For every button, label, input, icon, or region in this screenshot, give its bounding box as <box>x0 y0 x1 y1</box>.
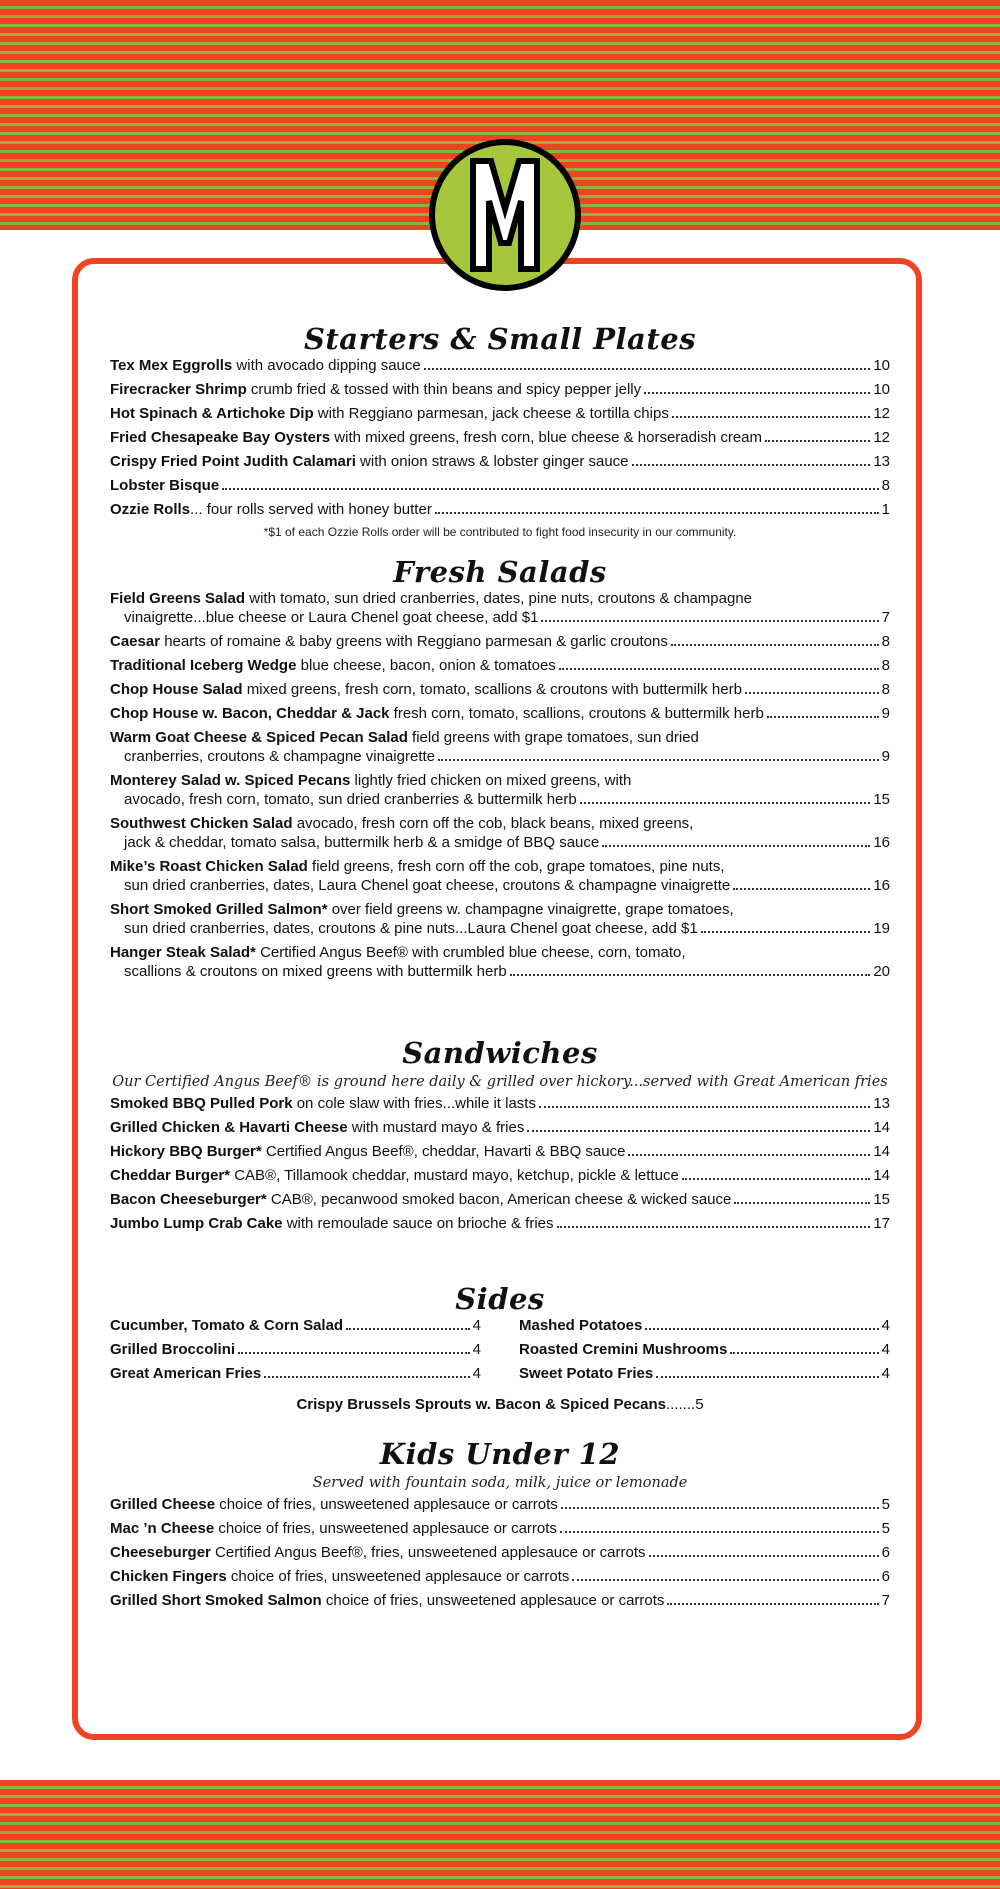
menu-content <box>110 322 890 1615</box>
sandwich-item <box>110 1214 890 1233</box>
starter-item-line <box>110 452 890 471</box>
sandwich-item-text <box>110 1166 679 1185</box>
sandwiches-heading: Sandwiches <box>402 1036 598 1070</box>
side-item-name: Mashed Potatoes <box>519 1317 643 1334</box>
starter-item-desc: with mixed greens, fresh corn, blue cheese & horseradish cream <box>330 429 762 446</box>
kids-item-desc: Certified Angus Beef®, fries, unsweetened applesauce or carrots <box>210 1544 646 1561</box>
salads-list <box>110 589 890 981</box>
dot-leader <box>346 1328 470 1330</box>
bottom-stripe-banner <box>0 1780 1000 1889</box>
side-item-price: 4 <box>881 1365 890 1382</box>
kids-item-price: 5 <box>881 1520 890 1537</box>
sandwiches-list <box>110 1094 890 1233</box>
salad-item-price: 9 <box>881 705 890 722</box>
salad-item-line <box>110 814 890 833</box>
starter-item-name: Fried Chesapeake Bay Oysters <box>110 429 331 446</box>
salad-item-line <box>110 943 890 962</box>
starter-item-name: Hot Spinach & Artichoke Dip <box>110 405 314 422</box>
sandwich-item-line <box>110 1142 890 1161</box>
side-item <box>519 1316 890 1335</box>
side-item-name: Great American Fries <box>110 1365 262 1382</box>
salad-item-desc: hearts of romaine & baby greens with Reggiano parmesan & garlic croutons <box>160 633 668 650</box>
starter-item-name: Tex Mex Eggrolls <box>110 357 233 374</box>
side-item-line <box>519 1364 890 1383</box>
side-item-name: Cucumber, Tomato & Corn Salad <box>110 1317 344 1334</box>
sandwiches-section <box>110 1036 890 1233</box>
sandwich-item <box>110 1166 890 1185</box>
side-item-line <box>519 1316 890 1335</box>
kids-item-name: Cheeseburger <box>110 1544 211 1561</box>
kids-item-line <box>110 1495 890 1514</box>
starter-item <box>110 404 890 423</box>
salad-item-name: Traditional Iceberg Wedge <box>110 657 297 674</box>
starter-item-name: Lobster Bisque <box>110 477 220 494</box>
salad-item <box>110 704 890 723</box>
salad-item-name: Short Smoked Grilled Salmon* <box>110 901 328 918</box>
kids-item-name: Grilled Cheese <box>110 1496 216 1513</box>
kids-item-text <box>110 1495 558 1514</box>
starter-item-desc: with Reggiano parmesan, jack cheese & tortilla chips <box>313 405 669 422</box>
salad-item <box>110 656 890 675</box>
salad-item-line <box>110 857 890 876</box>
sandwich-item-desc: CAB®, pecanwood smoked bacon, American cheese & wicked sauce <box>266 1191 732 1208</box>
kids-item-name: Grilled Short Smoked Salmon <box>110 1592 322 1609</box>
kids-item-line <box>110 1519 890 1538</box>
starter-item-price: 13 <box>873 453 890 470</box>
starter-item <box>110 380 890 399</box>
logo-m-icon <box>469 157 541 273</box>
kids-item-price: 7 <box>881 1592 890 1609</box>
salad-item-line <box>110 589 890 608</box>
dot-leader <box>649 1555 879 1557</box>
sandwich-item <box>110 1094 890 1113</box>
dot-leader <box>222 488 878 490</box>
starter-item-price: 10 <box>873 357 890 374</box>
logo-badge <box>429 139 581 291</box>
side-item-price: 4 <box>472 1341 481 1358</box>
starters-section <box>110 322 890 539</box>
dot-leader <box>510 974 871 976</box>
dot-leader <box>238 1352 470 1354</box>
salad-item-line <box>110 833 890 852</box>
salad-item-desc: lightly fried chicken on mixed greens, with <box>350 772 632 789</box>
kids-item-desc: choice of fries, unsweetened applesauce or carrots <box>226 1568 570 1585</box>
salad-item-price: 20 <box>873 963 890 980</box>
kids-item <box>110 1567 890 1586</box>
salad-item-line <box>110 680 890 699</box>
sandwich-item <box>110 1142 890 1161</box>
salad-item-name: Field Greens Salad <box>110 590 246 607</box>
salad-item-desc: fresh corn, tomato, scallions, croutons & buttermilk herb <box>389 705 764 722</box>
side-item-name: Grilled Broccolini <box>110 1341 236 1358</box>
kids-item-price: 6 <box>881 1568 890 1585</box>
kids-item-text <box>110 1543 646 1562</box>
starter-item-text <box>110 380 641 399</box>
salad-item-desc: field greens with grape tomatoes, sun dried <box>407 729 699 746</box>
kids-item <box>110 1543 890 1562</box>
salad-item-text <box>110 632 668 651</box>
side-item-price: 4 <box>472 1365 481 1382</box>
kids-section <box>110 1437 890 1610</box>
sides-section <box>110 1282 890 1413</box>
starter-item-name: Ozzie Rolls <box>110 501 191 518</box>
salad-item-desc: mixed greens, fresh corn, tomato, scallions & croutons with buttermilk herb <box>242 681 742 698</box>
starter-item-text <box>110 452 629 471</box>
starter-item-text <box>110 356 421 375</box>
sandwich-item-desc: with mustard mayo & fries <box>347 1119 525 1136</box>
kids-item <box>110 1519 890 1538</box>
kids-item-line <box>110 1591 890 1610</box>
kids-item-name: Chicken Fingers <box>110 1568 227 1585</box>
sandwich-item-name: Grilled Chicken & Havarti Cheese <box>110 1119 348 1136</box>
salad-item-price: 19 <box>873 920 890 937</box>
side-item-line <box>519 1340 890 1359</box>
dot-leader <box>644 392 870 394</box>
side-item-line <box>110 1364 481 1383</box>
sandwich-item-price: 13 <box>873 1095 890 1112</box>
dot-leader <box>527 1130 870 1132</box>
starter-item-text <box>110 428 762 447</box>
salad-item <box>110 728 890 766</box>
salad-item-price: 8 <box>881 657 890 674</box>
sides-heading: Sides <box>455 1282 545 1316</box>
sandwich-item-text <box>110 1214 554 1233</box>
salad-item-desc-continued: jack & cheddar, tomato salsa, buttermilk herb & a smidge of BBQ sauce <box>124 834 600 851</box>
dot-leader <box>745 692 879 694</box>
sandwich-item-desc: with remoulade sauce on brioche & fries <box>282 1215 554 1232</box>
sandwich-item-name: Hickory BBQ Burger* <box>110 1143 262 1160</box>
salad-item-price: 7 <box>881 609 890 626</box>
salad-item <box>110 589 890 627</box>
starter-item-line <box>110 404 890 423</box>
kids-item-price: 5 <box>881 1496 890 1513</box>
kids-item-desc: choice of fries, unsweetened applesauce or carrots <box>215 1496 558 1513</box>
dot-leader <box>734 1202 870 1204</box>
salad-item-line <box>110 632 890 651</box>
salad-item <box>110 900 890 938</box>
sandwich-item-text <box>110 1190 731 1209</box>
sandwich-item-price: 15 <box>873 1191 890 1208</box>
dot-leader <box>701 931 871 933</box>
side-special-price: 5 <box>695 1396 704 1413</box>
dot-leader <box>557 1226 871 1228</box>
salads-section <box>110 555 890 981</box>
kids-item-text <box>110 1567 569 1586</box>
salad-item-line <box>110 608 890 627</box>
sandwich-item <box>110 1190 890 1209</box>
salad-item <box>110 814 890 852</box>
salad-item-desc: avocado, fresh corn off the cob, black beans, mixed greens, <box>292 815 694 832</box>
dot-leader <box>539 1106 870 1108</box>
side-item-name: Roasted Cremini Mushrooms <box>519 1341 728 1358</box>
side-item <box>110 1316 481 1335</box>
starter-item-desc: with onion straws & lobster ginger sauce <box>355 453 629 470</box>
kids-heading: Kids Under 12 <box>379 1437 621 1471</box>
kids-item-line <box>110 1567 890 1586</box>
salad-item-text <box>110 704 764 723</box>
sandwich-item-line <box>110 1190 890 1209</box>
salad-item-price: 9 <box>881 748 890 765</box>
salad-item-desc-continued: cranberries, croutons & champagne vinaigrette <box>124 748 436 765</box>
salad-item-desc: field greens, fresh corn off the cob, grape tomatoes, pine nuts, <box>307 858 725 875</box>
dot-leader <box>541 620 878 622</box>
dot-leader <box>733 888 870 890</box>
side-item <box>519 1364 890 1383</box>
starter-item-name: Firecracker Shrimp <box>110 381 247 398</box>
salad-item-name: Chop House Salad <box>110 681 243 698</box>
starter-item-text <box>110 404 669 423</box>
kids-item-name: Mac ’n Cheese <box>110 1520 215 1537</box>
salad-item-line <box>110 771 890 790</box>
starters-list <box>110 356 890 519</box>
salad-item-desc: with tomato, sun dried cranberries, dates, pine nuts, croutons & champagne <box>245 590 753 607</box>
dot-leader <box>424 368 871 370</box>
sandwich-item-price: 14 <box>873 1167 890 1184</box>
salad-item-price: 8 <box>881 633 890 650</box>
sandwich-item-name: Cheddar Burger* <box>110 1167 231 1184</box>
starters-note: *$1 of each Ozzie Rolls order will be contributed to fight food insecurity in our community. <box>263 525 737 539</box>
salad-item-price: 16 <box>873 877 890 894</box>
kids-item <box>110 1495 890 1514</box>
sandwich-item-text <box>110 1142 625 1161</box>
salad-item-name: Hanger Steak Salad* <box>110 944 256 961</box>
starter-item <box>110 500 890 519</box>
salad-item <box>110 632 890 651</box>
kids-item-text <box>110 1591 664 1610</box>
salad-item-line <box>110 656 890 675</box>
starter-item-line <box>110 476 890 495</box>
salad-item-line <box>110 704 890 723</box>
salad-item-name: Chop House w. Bacon, Cheddar & Jack <box>110 705 390 722</box>
side-item-price: 4 <box>472 1317 481 1334</box>
salad-item-price: 8 <box>881 681 890 698</box>
salad-item-desc-continued: scallions & croutons on mixed greens with buttermilk herb <box>124 963 507 980</box>
salad-item-name: Mike’s Roast Chicken Salad <box>110 858 308 875</box>
kids-list <box>110 1495 890 1610</box>
side-special <box>110 1396 890 1413</box>
dot-leader <box>632 464 871 466</box>
sandwich-item-price: 17 <box>873 1215 890 1232</box>
sandwich-item-price: 14 <box>873 1143 890 1160</box>
sandwich-item-desc: on cole slaw with fries...while it lasts <box>292 1095 536 1112</box>
sandwich-item-line <box>110 1094 890 1113</box>
dot-leader <box>765 440 870 442</box>
starter-item <box>110 428 890 447</box>
starter-item-price: 8 <box>881 477 890 494</box>
dot-leader <box>671 644 879 646</box>
salad-item-desc-continued: sun dried cranberries, dates, croutons & pine nuts...Laura Chenel goat cheese, add $1 <box>124 920 698 937</box>
salad-item-price: 15 <box>873 791 890 808</box>
salad-item-line <box>110 962 890 981</box>
side-item-price: 4 <box>881 1341 890 1358</box>
salad-item <box>110 857 890 895</box>
salad-item-desc: over field greens w. champagne vinaigrette, grape tomatoes, <box>327 901 734 918</box>
dot-leader <box>767 716 879 718</box>
sandwich-item-name: Bacon Cheeseburger* <box>110 1191 267 1208</box>
dot-leader <box>264 1376 469 1378</box>
dot-leader <box>645 1328 878 1330</box>
salad-item-desc: Certified Angus Beef® with crumbled blue cheese, corn, tomato, <box>255 944 686 961</box>
starter-item-text <box>110 500 432 519</box>
dot-leader <box>667 1603 878 1605</box>
starter-item <box>110 356 890 375</box>
sandwich-item-desc: Certified Angus Beef®, cheddar, Havarti & BBQ sauce <box>261 1143 626 1160</box>
salad-item <box>110 680 890 699</box>
salad-item-line <box>110 876 890 895</box>
starter-item-desc: crumb fried & tossed with thin beans and spicy pepper jelly <box>246 381 642 398</box>
side-item <box>110 1364 481 1383</box>
dot-leader <box>628 1154 870 1156</box>
dot-leader <box>656 1376 878 1378</box>
salad-item-line <box>110 790 890 809</box>
kids-item-price: 6 <box>881 1544 890 1561</box>
kids-item-line <box>110 1543 890 1562</box>
starter-item-price: 12 <box>873 429 890 446</box>
dot-leader <box>602 845 870 847</box>
sandwich-item-line <box>110 1214 890 1233</box>
kids-item-desc: choice of fries, unsweetened applesauce or carrots <box>321 1592 665 1609</box>
side-item-line <box>110 1340 481 1359</box>
sandwich-item-text <box>110 1094 536 1113</box>
sandwiches-tagline: Our Certified Angus Beef® is ground here daily & grilled over hickory...served with Great American fries <box>112 1074 888 1090</box>
sandwich-item-name: Jumbo Lump Crab Cake <box>110 1215 283 1232</box>
salad-item-desc: blue cheese, bacon, onion & tomatoes <box>296 657 556 674</box>
dot-leader <box>682 1178 871 1180</box>
side-item-price: 4 <box>881 1317 890 1334</box>
salad-item-name: Southwest Chicken Salad <box>110 815 293 832</box>
salad-item <box>110 943 890 981</box>
starter-item-line <box>110 380 890 399</box>
salad-item-text <box>110 656 556 675</box>
dot-leader <box>730 1352 878 1354</box>
logo-circle <box>435 145 575 285</box>
starter-item-desc: ... four rolls served with honey butter <box>190 501 432 518</box>
starter-item-text <box>110 476 219 495</box>
kids-item-text <box>110 1519 557 1538</box>
side-special-dots: ....... <box>666 1396 696 1413</box>
starter-item-name: Crispy Fried Point Judith Calamari <box>110 453 356 470</box>
sandwich-item-price: 14 <box>873 1119 890 1136</box>
starter-item <box>110 476 890 495</box>
starters-heading: Starters & Small Plates <box>303 322 697 356</box>
kids-tagline: Served with fountain soda, milk, juice or lemonade <box>312 1475 688 1491</box>
salad-item-name: Caesar <box>110 633 161 650</box>
starter-item-price: 10 <box>873 381 890 398</box>
salad-item-line <box>110 919 890 938</box>
salad-item-line <box>110 900 890 919</box>
starter-item-desc: with avocado dipping sauce <box>232 357 421 374</box>
sandwich-item-desc: CAB®, Tillamook cheddar, mustard mayo, ketchup, pickle & lettuce <box>230 1167 679 1184</box>
dot-leader <box>580 802 871 804</box>
salad-item-desc-continued: avocado, fresh corn, tomato, sun dried cranberries & buttermilk herb <box>124 791 577 808</box>
kids-item-desc: choice of fries, unsweetened applesauce or carrots <box>214 1520 557 1537</box>
side-item-name: Sweet Potato Fries <box>519 1365 654 1382</box>
salad-item-text <box>110 680 742 699</box>
sides-list <box>110 1316 890 1388</box>
side-item <box>519 1340 890 1359</box>
dot-leader <box>559 668 879 670</box>
salad-item-name: Monterey Salad w. Spiced Pecans <box>110 772 351 789</box>
sandwich-item-line <box>110 1166 890 1185</box>
dot-leader <box>572 1579 878 1581</box>
sandwich-item-text <box>110 1118 524 1137</box>
dot-leader <box>435 512 879 514</box>
starter-item-line <box>110 500 890 519</box>
salads-heading: Fresh Salads <box>393 555 607 589</box>
dot-leader <box>560 1531 879 1533</box>
salad-item-line <box>110 728 890 747</box>
starter-item-line <box>110 428 890 447</box>
starter-item-price: 1 <box>881 501 890 518</box>
dot-leader <box>561 1507 879 1509</box>
kids-item <box>110 1591 890 1610</box>
starter-item-line <box>110 356 890 375</box>
salad-item-desc-continued: vinaigrette...blue cheese or Laura Chenel goat cheese, add $1 <box>124 609 539 626</box>
side-item <box>110 1340 481 1359</box>
salad-item-desc-continued: sun dried cranberries, dates, Laura Chenel goat cheese, croutons & champagne vinaigrette <box>124 877 731 894</box>
salad-item <box>110 771 890 809</box>
sandwich-item-line <box>110 1118 890 1137</box>
sandwich-item <box>110 1118 890 1137</box>
salad-item-price: 16 <box>873 834 890 851</box>
side-special-name: Crispy Brussels Sprouts w. Bacon & Spiced Pecans <box>296 1396 667 1413</box>
starter-item <box>110 452 890 471</box>
side-item-line <box>110 1316 481 1335</box>
dot-leader <box>672 416 870 418</box>
salad-item-line <box>110 747 890 766</box>
salad-item-name: Warm Goat Cheese & Spiced Pecan Salad <box>110 729 408 746</box>
dot-leader <box>438 759 879 761</box>
sandwich-item-name: Smoked BBQ Pulled Pork <box>110 1095 293 1112</box>
starter-item-price: 12 <box>873 405 890 422</box>
